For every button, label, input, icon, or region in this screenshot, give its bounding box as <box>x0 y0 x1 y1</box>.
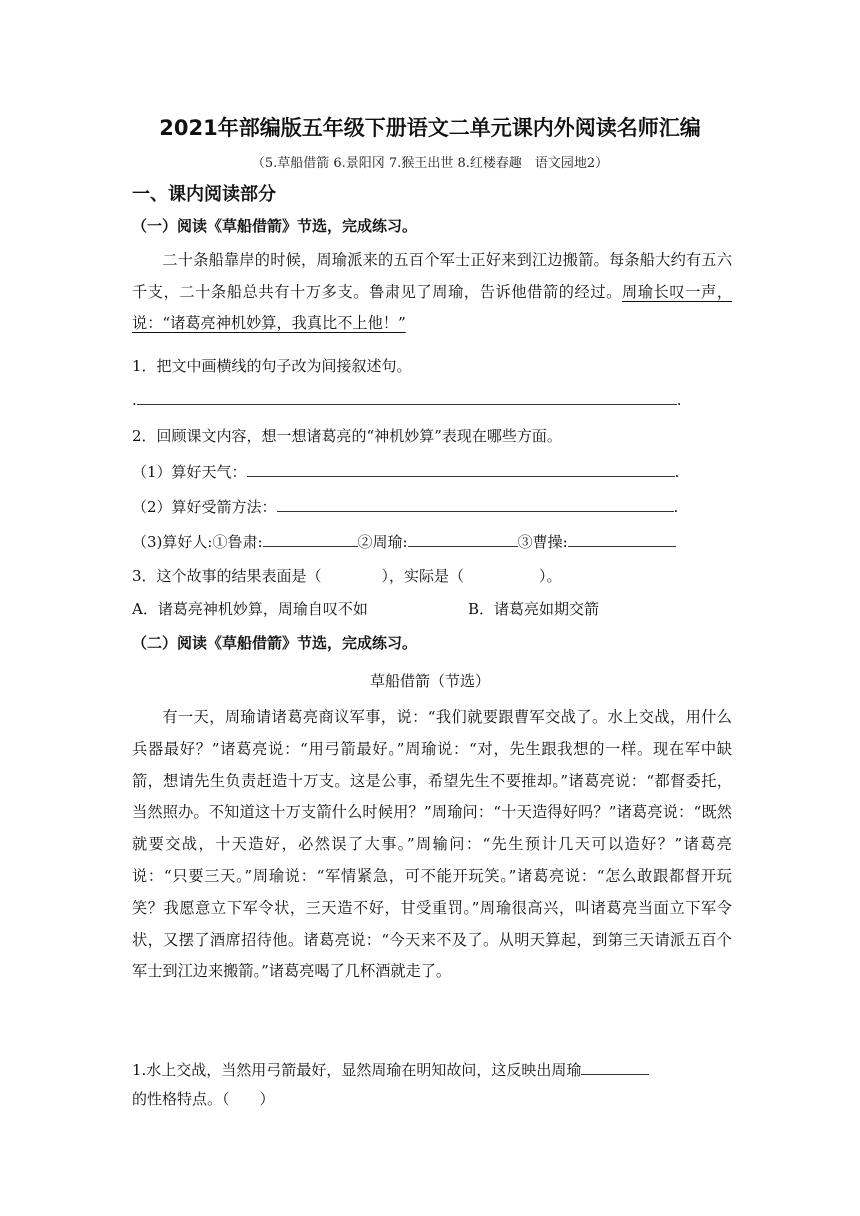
part2-question-1-cont: 的性格特点。（ ） <box>132 1090 275 1108</box>
answer-line-suffix: . <box>676 391 682 409</box>
q2b-blank[interactable] <box>277 495 674 512</box>
q2b-label: （2）算好受箭方法： <box>132 498 277 516</box>
q2a-blank[interactable] <box>247 460 675 477</box>
part2-passage <box>132 702 732 988</box>
document-title: 2021年部编版五年级下册语文二单元课内外阅读名师汇编 <box>159 116 701 140</box>
part1-question-1-answer-line <box>132 388 682 409</box>
part1-passage <box>132 245 732 340</box>
q2c-blank-zhouyu[interactable] <box>408 530 518 547</box>
part1-question-3-option-a: A．诸葛亮神机妙算，周瑜自叹不如 <box>132 600 368 618</box>
part2-question-1 <box>132 1058 649 1080</box>
q2b-end: . <box>673 498 679 516</box>
answer-line-prefix: . <box>132 391 137 409</box>
part2-passage-title: 草船借箭（节选） <box>369 672 490 690</box>
q2c-blank-lusu[interactable] <box>263 530 358 547</box>
part2-q1-blank[interactable] <box>581 1058 649 1075</box>
part1-question-2: 2．回顾课文内容，想一想诸葛亮的“神机妙算”表现在哪些方面。 <box>132 427 562 445</box>
q2a-label: （1）算好天气： <box>132 463 247 481</box>
part1-question-2b <box>132 495 678 517</box>
q2c-blank-caocao[interactable] <box>568 530 676 547</box>
part1-question-3-option-b: B．诸葛亮如期交箭 <box>468 600 600 618</box>
q2c-label-zhouyu: ②周瑜: <box>357 533 408 551</box>
q2a-end: . <box>674 463 680 481</box>
part1-heading: （一）阅读《草船借箭》节选，完成练习。 <box>132 217 418 235</box>
part1-question-2c <box>132 530 676 552</box>
q2c-label-lusu: （3)算好人:①鲁肃: <box>132 533 263 551</box>
part2-heading: （二）阅读《草船借箭》节选，完成练习。 <box>132 634 418 652</box>
document-subtitle: （5.草船借箭 6.景阳冈 7.猴王出世 8.红楼春趣 语文园地2） <box>251 156 609 171</box>
section-heading-in-class-reading: 一、课内阅读部分 <box>132 184 276 205</box>
q2c-label-caocao: ③曹操: <box>517 533 568 551</box>
part2-passage-text: 有一天，周瑜请诸葛亮商议军事，说：“我们就要跟曹军交战了。水上交战，用什么兵器最好？”诸葛亮说：“用弓箭最好。”周瑜说：“对，先生跟我想的一样。现在军中缺箭，想请先生负责赶造十万支。这是公事，希望先生不要推却。”诸葛亮说：“都督委托，当然照办。不知道这十万支箭什么时候用？”周瑜问：“十天造得好吗？”诸葛亮说：“既然就要交战，十天造好，必然误了大事。”周输问：“先生预计几天可以造好？”诸葛亮说：“只要三天。”周瑜说：“军情紧急，可不能开玩笑。”诸葛亮说：“怎么敢跟都督开玩笑？我愿意立下军令状，三天造不好，甘受重罚。”周瑜很高兴，叫诸葛亮当面立下军令状，又摆了酒席招待他。诸葛亮说：“今天来不及了。从明天算起，到第三天请派五百个军士到江边来搬箭。”诸葛亮喝了几杯酒就走了。 <box>132 708 732 981</box>
part1-passage-underlined-sentence: 周瑜长叹一声，说：“诸葛亮神机妙算，我真比不上他！” <box>132 282 733 332</box>
part1-question-2a <box>132 460 679 482</box>
part1-question-3: 3．这个故事的结果表面是（ ），实际是（ ）。 <box>132 567 562 585</box>
part1-passage-text: 二十条船靠岸的时候，周瑜派来的五百个军士正好来到江边搬箭。每条船大约有五六千支，二十条船总共有十万多支。鲁肃见了周瑜，告诉他借箭的经过。 <box>132 251 732 301</box>
part2-q1-text: 1.水上交战，当然用弓箭最好，显然周瑜在明知故问，这反映出周瑜 <box>132 1061 582 1079</box>
part1-question-1: 1．把文中画横线的句子改为间接叙述句。 <box>132 357 412 375</box>
answer-blank[interactable] <box>137 388 677 405</box>
